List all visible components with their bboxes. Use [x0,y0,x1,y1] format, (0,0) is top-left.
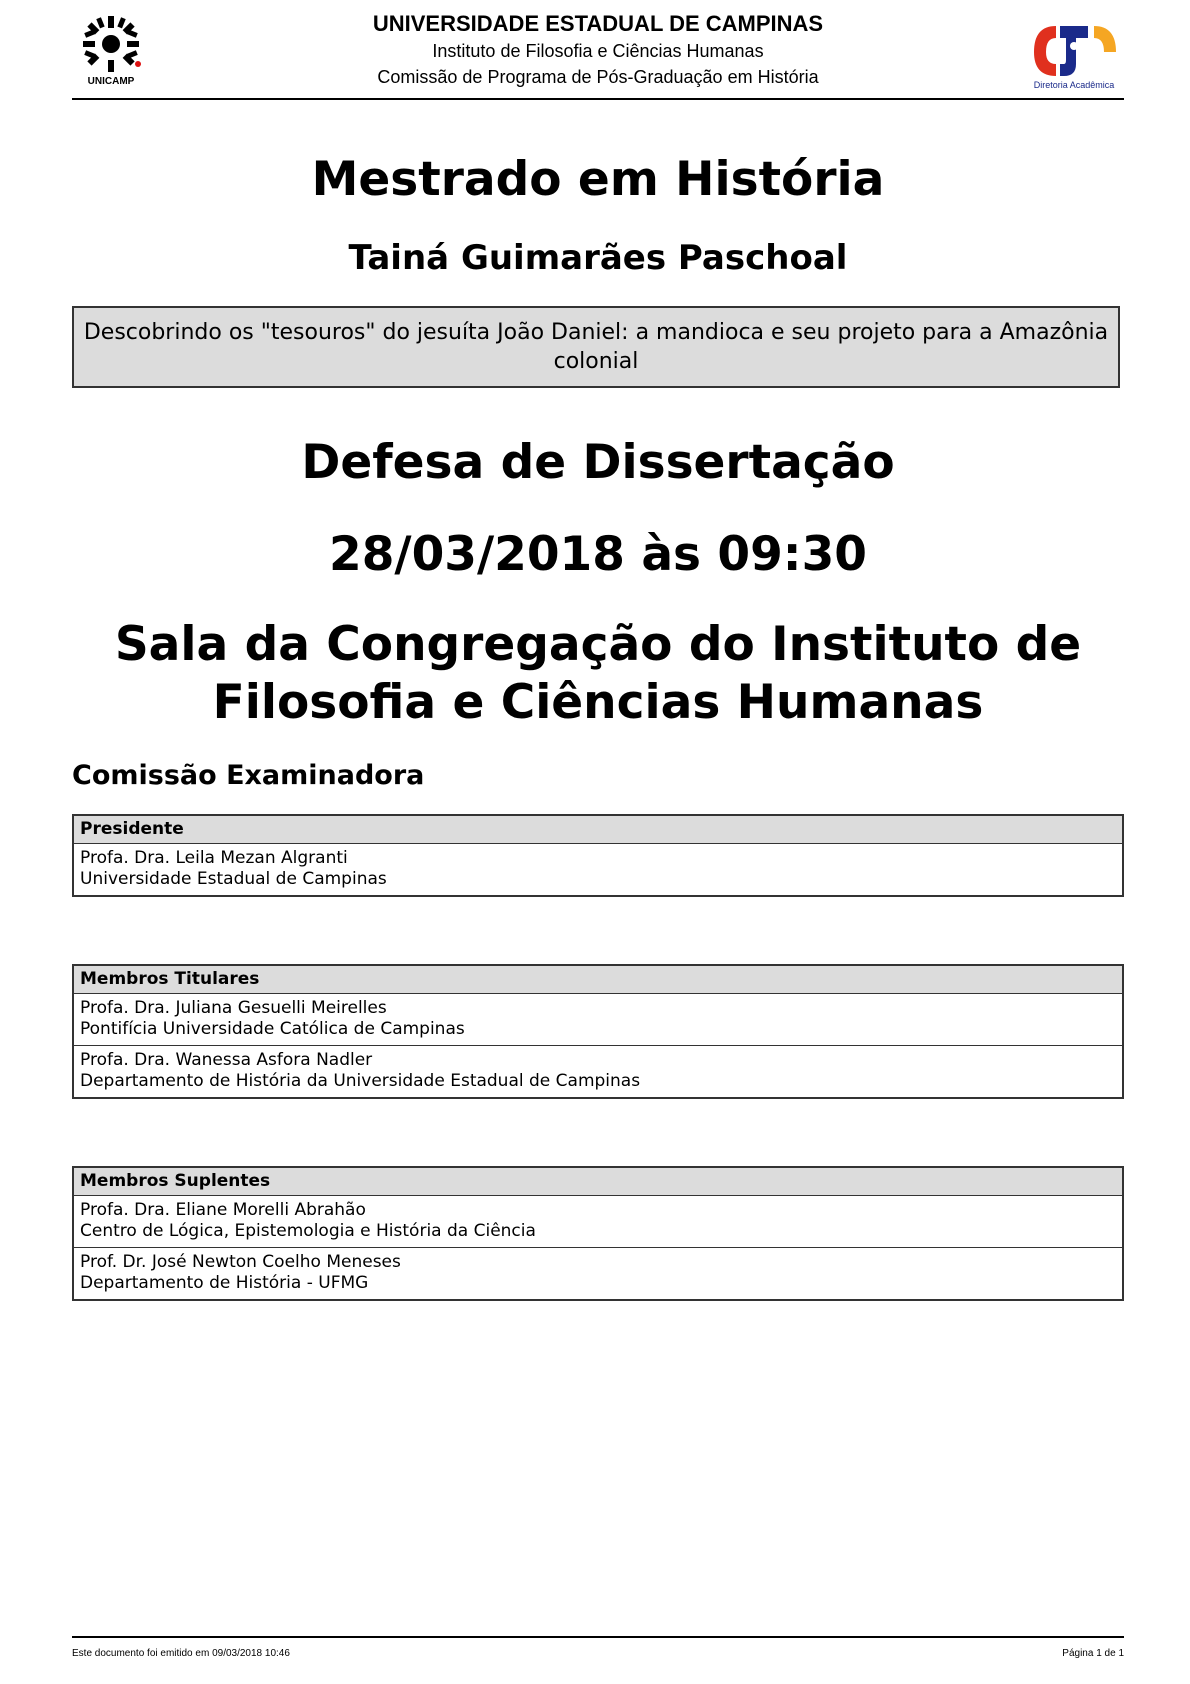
member-name: Profa. Dra. Wanessa Asfora Nadler [80,1050,373,1070]
committee-title: Comissão Examinadora [72,760,425,791]
dac-logo-text: Diretoria Acadêmica [1033,80,1115,90]
student-name: Tainá Guimarães Paschoal [348,238,848,278]
university-name: UNIVERSIDADE ESTADUAL DE CAMPINAS [372,11,824,36]
suplentes-table [72,1166,1124,1301]
table-row [73,1046,1123,1099]
member-name: Profa. Dra. Eliane Morelli Abrahão [80,1200,366,1220]
document-footer [72,1636,1124,1659]
member-institution: Departamento de História da Universidade Estadual de Campinas [80,1071,641,1091]
member-name: Prof. Dr. José Newton Coelho Meneses [80,1252,401,1272]
table-row [73,844,1123,897]
degree-title: Mestrado em História [311,152,885,207]
institute-name: Instituto de Filosofia e Ciências Humanas [432,41,764,61]
table-header: Membros Titulares [73,965,1123,994]
member-name: Profa. Dra. Leila Mezan Algranti [80,848,348,868]
page-number: Página 1 de 1 [1062,1648,1124,1659]
dac-logo-icon [1024,16,1124,92]
commission-name: Comissão de Programa de Pós-Graduação em História [377,67,819,87]
titulares-table [72,964,1124,1099]
document-header [72,8,1124,100]
table-row [73,994,1123,1046]
president-table [72,814,1124,897]
defense-label: Defesa de Dissertação [301,435,895,490]
table-header: Membros Suplentes [73,1167,1123,1196]
defense-datetime: 28/03/2018 às 09:30 [329,527,867,582]
member-institution: Departamento de História - UFMG [80,1273,369,1293]
thesis-title-box [72,306,1120,388]
table-row [73,1248,1123,1301]
unicamp-logo-icon [78,14,144,86]
member-institution: Universidade Estadual de Campinas [80,869,387,889]
header-text [222,10,974,90]
member-name: Profa. Dra. Juliana Gesuelli Meirelles [80,998,387,1018]
thesis-title: Descobrindo os "tesouros" do jesuíta João Daniel: a mandioca e seu projeto para a Amazônia colonial [83,320,1109,374]
table-row [73,1196,1123,1248]
member-institution: Pontifícia Universidade Católica de Campinas [80,1019,465,1039]
defense-venue: Sala da Congregação do Instituto de Filosofia e Ciências Humanas [114,617,1082,730]
member-institution: Centro de Lógica, Epistemologia e História da Ciência [80,1221,536,1241]
issued-note: Este documento foi emitido em 09/03/2018 10:46 [72,1648,290,1659]
unicamp-logo-text: UNICAMP [87,76,135,86]
table-header: Presidente [73,815,1123,844]
